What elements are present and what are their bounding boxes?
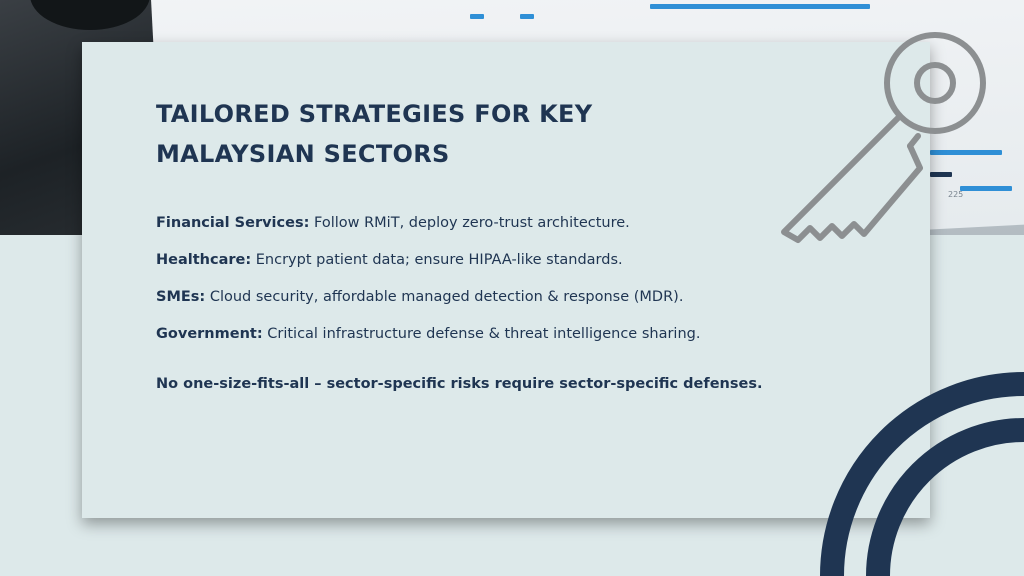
sector-item-smes — [156, 286, 700, 323]
sector-item-healthcare — [156, 249, 700, 286]
sector-label: Financial Services: — [156, 215, 310, 231]
photo-chart-bar — [470, 14, 484, 19]
slide-title: TAILORED STRATEGIES FOR KEY MALAYSIAN SECTORS — [156, 100, 593, 168]
sector-item-government — [156, 323, 700, 360]
sector-label: Government: — [156, 326, 263, 342]
arcs-graphic — [810, 365, 1024, 576]
sector-description: Encrypt patient data; ensure HIPAA-like standards. — [251, 252, 623, 268]
sector-list — [156, 212, 700, 360]
key-icon — [770, 28, 990, 248]
closing-statement: No one-size-fits-all – sector-specific risks require sector-specific defenses. — [156, 376, 763, 392]
sector-item-financial-services — [156, 212, 700, 249]
sector-description: Critical infrastructure defense & threat intelligence sharing. — [262, 326, 701, 342]
photo-chart-bar — [650, 4, 870, 9]
photo-chart-bar — [520, 14, 534, 19]
concentric-arcs — [810, 365, 1024, 576]
photo-axis-label: 225 — [948, 190, 964, 199]
sector-label: Healthcare: — [156, 252, 252, 268]
sector-label: SMEs: — [156, 289, 206, 305]
sector-description: Cloud security, affordable managed detection & response (MDR). — [205, 289, 684, 305]
sector-description: Follow RMiT, deploy zero-trust architecture. — [309, 215, 630, 231]
